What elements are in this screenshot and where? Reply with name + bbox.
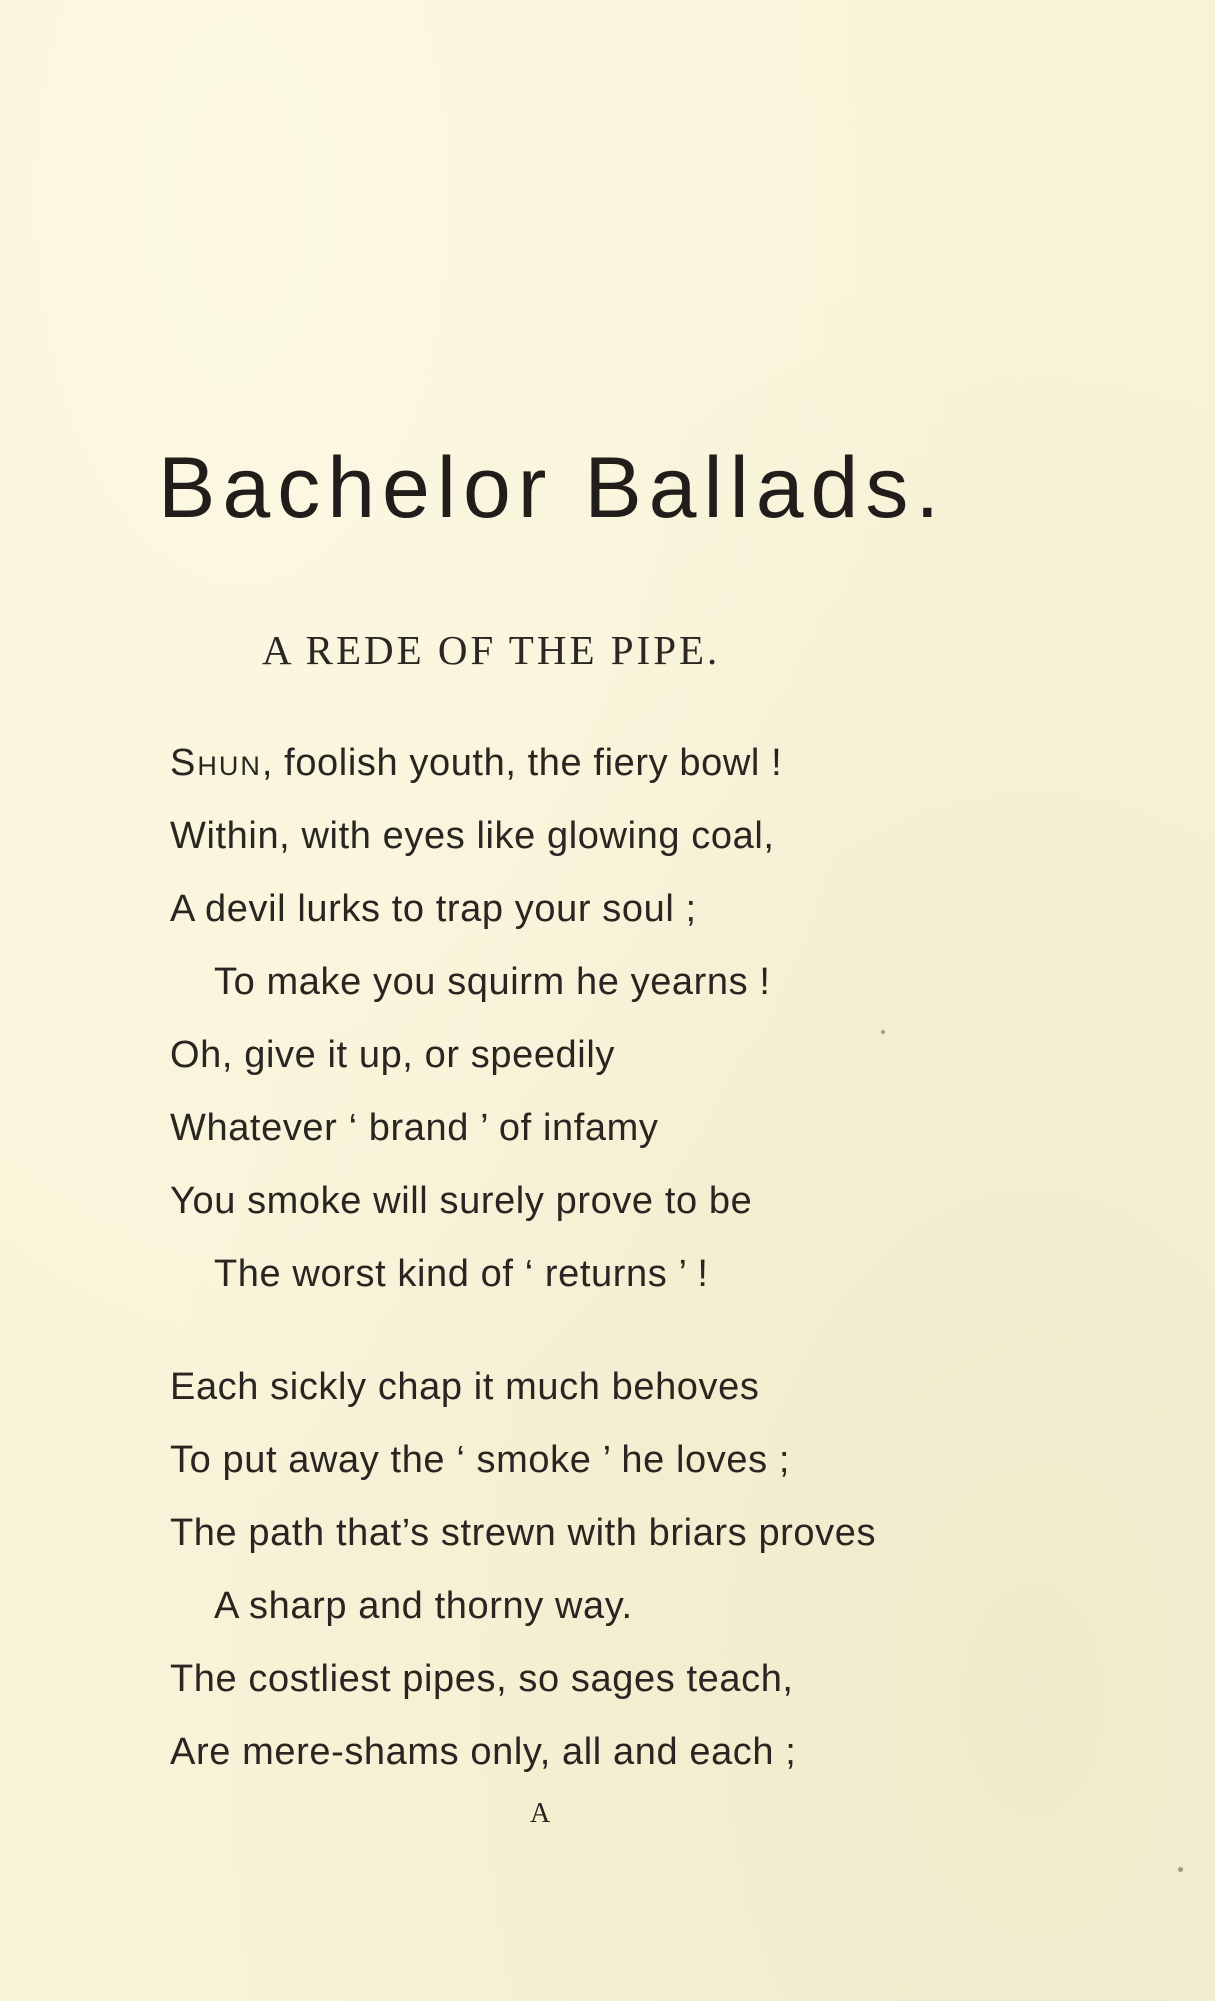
paper-speck	[1178, 1867, 1183, 1872]
paper-speck	[881, 1030, 885, 1034]
poem-line: Within, with eyes like glowing coal,	[170, 815, 775, 857]
poem-line: To put away the ‘ smoke ’ he loves ;	[170, 1439, 791, 1481]
poem-line: A devil lurks to trap your soul ;	[170, 888, 697, 930]
poem-line-text: , foolish youth, the fiery bowl !	[261, 742, 783, 784]
poem-line: Are mere-shams only, all and each ;	[170, 1731, 797, 1773]
poem-line: Oh, give it up, or speedily	[170, 1034, 615, 1076]
poem-line-indented: To make you squirm he yearns !	[214, 961, 771, 1003]
stanza-2	[170, 1368, 1070, 1806]
poem-line: The costliest pipes, so sages teach,	[170, 1658, 794, 1700]
signature-mark: A	[530, 1798, 551, 1829]
poem-line: Whatever ‘ brand ’ of infamy	[170, 1107, 659, 1149]
book-title: Bachelor Ballads.	[158, 440, 947, 536]
poem-line-initial-word: Shun	[170, 742, 262, 784]
poem-line-indented: The worst kind of ‘ returns ’ !	[214, 1253, 709, 1295]
poem-body	[170, 744, 1070, 1806]
poem-line: The path that’s strewn with briars proves	[170, 1512, 877, 1554]
poem-title: A REDE OF THE PIPE.	[262, 627, 721, 673]
poem-line	[170, 744, 1070, 817]
poem-line-indented: A sharp and thorny way.	[214, 1585, 633, 1627]
poem-line: Each sickly chap it much behoves	[170, 1366, 760, 1408]
poem-line: You smoke will surely prove to be	[170, 1180, 753, 1222]
stanza-1	[170, 744, 1070, 1328]
